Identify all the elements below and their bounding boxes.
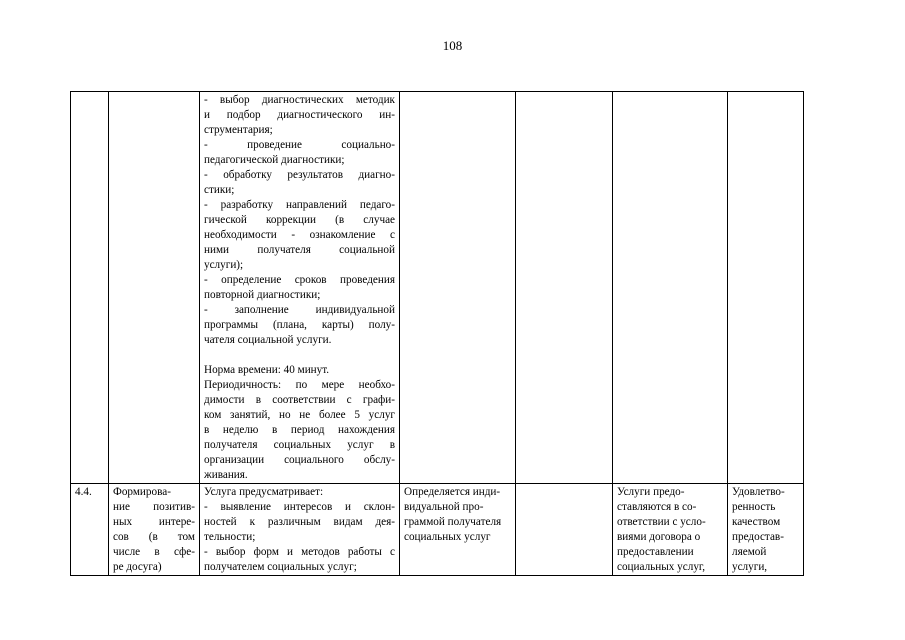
text-line: - обработку результатов диагно-: [204, 169, 395, 181]
text-line: ностей к различным видам дея-: [204, 516, 395, 528]
text-line: видуальной про-: [404, 501, 484, 513]
cell-quality-indicators: [728, 92, 804, 484]
text-line: димости в соответствии с графи-: [204, 394, 395, 406]
description-lines: [204, 93, 395, 348]
text-line: и подбор диагностического ин-: [204, 109, 395, 121]
table-row: [71, 92, 804, 484]
text-line: - выявление интересов и склон-: [204, 501, 395, 513]
text-line: - определение сроков проведения: [204, 274, 395, 286]
text-line: ком занятий, но не более 5 услуг: [204, 409, 395, 421]
text-line: предостав-: [732, 531, 784, 543]
text-line: ре досуга): [113, 561, 162, 573]
cell-tariff: [516, 92, 613, 484]
text-line: Удовлетво-: [732, 486, 785, 498]
cell-number: [71, 92, 109, 484]
text-line: социальных услуг: [404, 531, 491, 543]
text-line: - разработку направлений педаго-: [204, 199, 395, 211]
text-line: ние позитив-: [113, 501, 195, 513]
text-line: сов (в том: [113, 531, 195, 543]
text-line: Определяется инди-: [404, 486, 501, 498]
text-line: виями договора о: [617, 531, 701, 543]
text-line: струментария;: [204, 124, 273, 136]
services-table: [70, 91, 804, 576]
text-line: живания.: [204, 469, 248, 481]
text-line: повторной диагностики;: [204, 289, 321, 301]
text-line: - проведение социально-: [204, 139, 395, 151]
cell-tariff: [516, 484, 613, 576]
text-line: педагогической диагностики;: [204, 154, 345, 166]
text-line: предоставлении: [617, 546, 694, 558]
text-line: услуги,: [732, 561, 768, 573]
text-line: необходимости - ознакомление с: [204, 229, 395, 241]
text-line: получателя социальных услуг в: [204, 439, 395, 451]
time-norm: Норма времени: 40 минут.: [204, 364, 330, 376]
cell-volume: [400, 484, 516, 576]
text-line: - выбор форм и методов работы с: [204, 546, 395, 558]
text-line: тельности;: [204, 531, 256, 543]
text-line: стики;: [204, 184, 235, 196]
cell-volume: [400, 92, 516, 484]
text-line: - выбор диагностических методик: [204, 94, 395, 106]
text-line: ренность: [732, 501, 776, 513]
page-number: 108: [442, 38, 463, 53]
text-line: организации социального обслу-: [204, 454, 395, 466]
text-line: чателя социальной услуги.: [204, 334, 332, 346]
cell-service-description: [200, 92, 400, 484]
cell-conditions: [613, 92, 728, 484]
text-line: Услуга предусматривает:: [204, 486, 324, 498]
text-line: программы (плана, карты) полу-: [204, 319, 395, 331]
table-row: [71, 484, 804, 576]
text-line: гической коррекции (в случае: [204, 214, 395, 226]
text-line: социальных услуг,: [617, 561, 706, 573]
text-line: граммой получателя: [404, 516, 502, 528]
cell-quality-indicators: [728, 484, 804, 576]
cell-service-name: [109, 92, 200, 484]
text-line: качеством: [732, 516, 781, 528]
cell-service-description: [200, 484, 400, 576]
cell-conditions: [613, 484, 728, 576]
text-line: Формирова-: [113, 486, 171, 498]
text-line: ляемой: [732, 546, 767, 558]
text-line: в неделю в период нахождения: [204, 424, 395, 436]
text-line: получателем социальных услуг;: [204, 561, 357, 573]
cell-number: 4.4.: [71, 484, 109, 576]
text-line: ними получателя социальной: [204, 244, 395, 256]
text-line: - заполнение индивидуальной: [204, 304, 395, 316]
text-line: Услуги предо-: [617, 486, 685, 498]
text-line: числе в сфе-: [113, 546, 195, 558]
text-line: ответствии с усло-: [617, 516, 706, 528]
text-line: Периодичность: по мере необхо-: [204, 379, 395, 391]
text-line: ных интере-: [113, 516, 195, 528]
cell-service-name: [109, 484, 200, 576]
text-line: ставляются в со-: [617, 501, 697, 513]
text-line: услуги);: [204, 259, 244, 271]
periodicity: [204, 378, 395, 483]
